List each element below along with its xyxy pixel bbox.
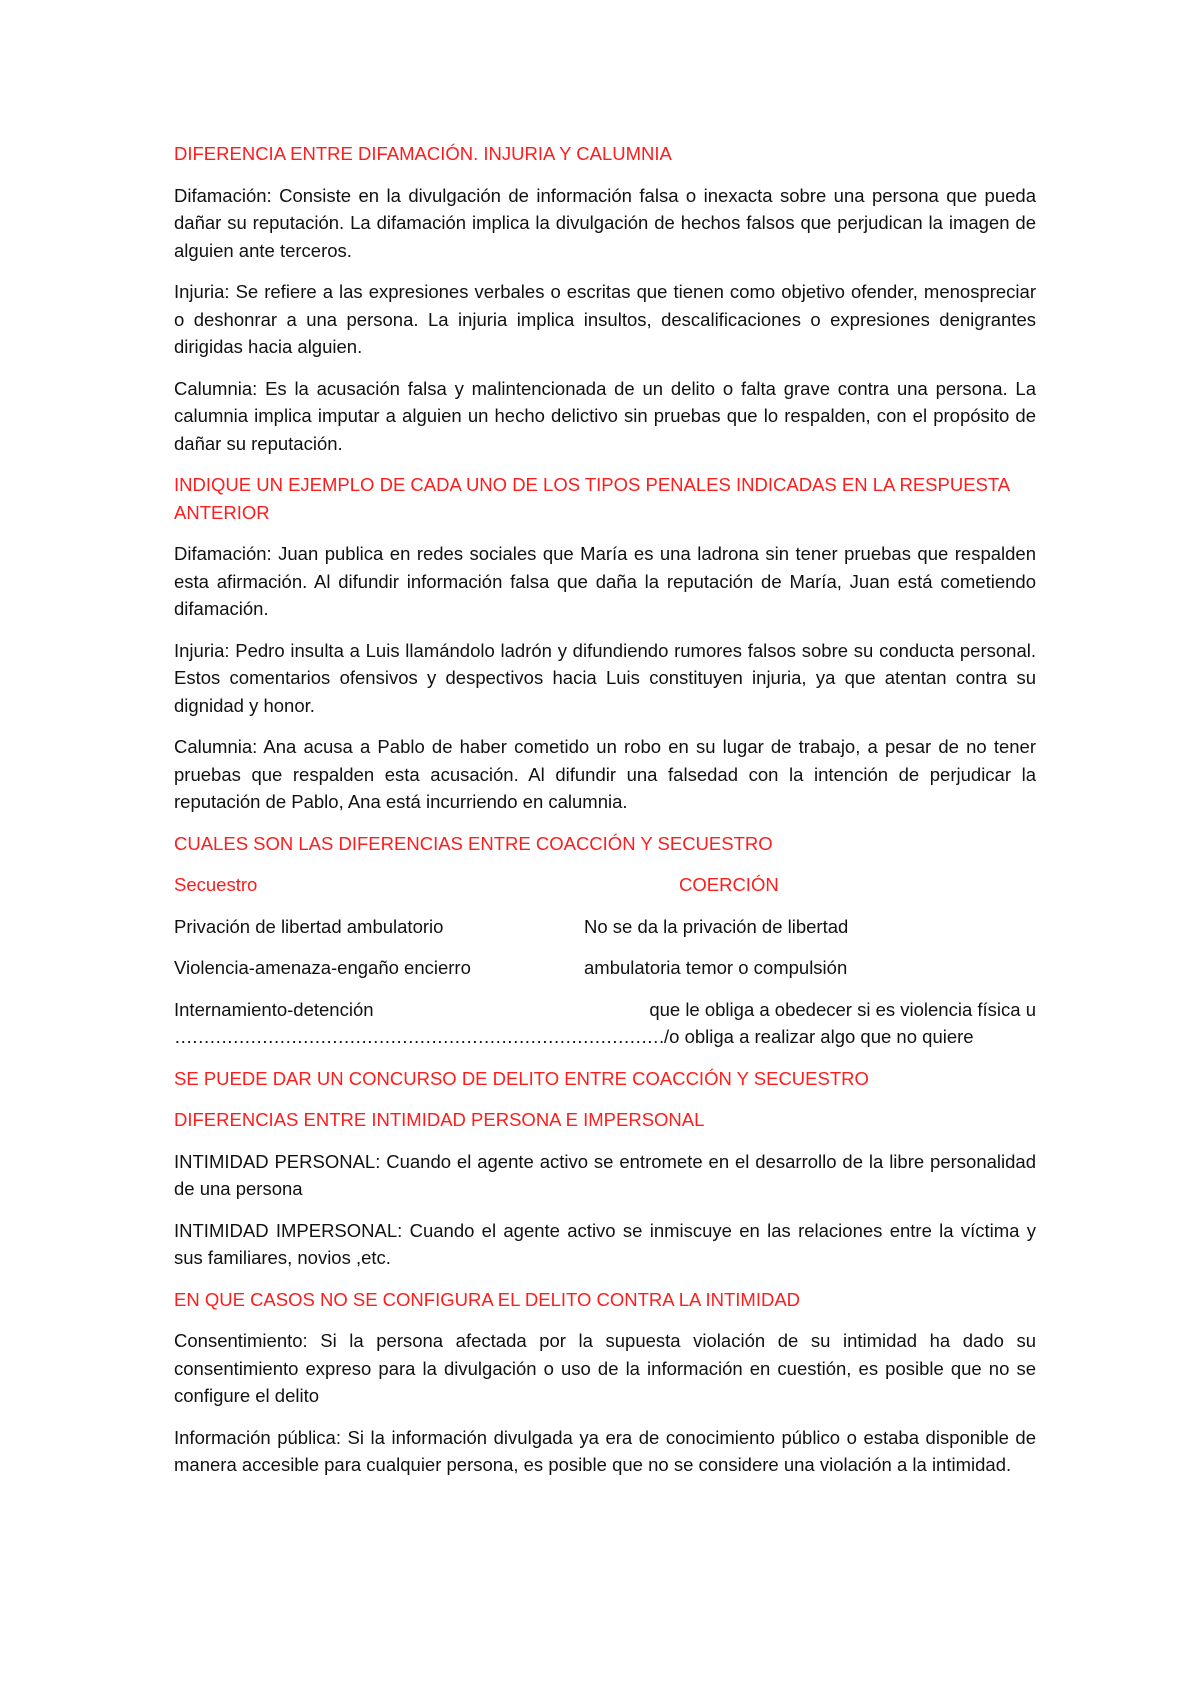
section-heading-concurso: SE PUEDE DAR UN CONCURSO DE DELITO ENTRE COACCIÓN Y SECUESTRO [174,1067,869,1089]
paragraph-intimidad-impersonal: INTIMIDAD IMPERSONAL: Cuando el agente activo se inmiscuye en las relaciones entre la víctima y sus familiares, novios ,etc. [174,1219,1036,1268]
comparison-cell-left: Violencia-amenaza-engaño encierro [174,957,471,978]
paragraph-informacion-publica: Información pública: Si la información divulgada ya era de conocimiento público o estaba disponible de manera accesible para cualquier persona, es posible que no se considere una violación a la intimidad. [174,1426,1036,1475]
comparison-row-wrapped [174,996,1036,1051]
paragraph-injuria: Injuria: Se refiere a las expresiones verbales o escritas que tienen como objetivo ofender, menospreciar o deshonrar a una persona. La injuria implica insultos, descalificaciones o expresiones denigrantes dirigidas hacia alguien. [174,281,1036,357]
paragraph-ejemplo-injuria: Injuria: Pedro insulta a Luis llamándolo ladrón y difundiendo rumores falsos sobre su conducta personal. Estos comentarios ofensivos y despectivos hacia Luis constituyen injuria, ya que atentan contra su dignidad y honor. [174,639,1036,716]
paragraph-ejemplo-calumnia: Calumnia: Ana acusa a Pablo de haber cometido un robo en su lugar de trabajo, a pesar de no tener pruebas que respalden esta acusación. Al difundir una falsedad con la intención de perjudicar la reputación de Pablo, Ana está incurriendo en calumnia. [174,736,1036,812]
comparison-row-line [174,996,1036,1024]
comparison-cell-right: ambulatoria temor o compulsión [584,957,848,978]
document-page [174,140,1036,1493]
section-heading-intimidad: DIFERENCIAS ENTRE INTIMIDAD PERSONA E IMPERSONAL [174,1109,705,1130]
section-heading-difamacion: DIFERENCIA ENTRE DIFAMACIÓN. INJURIA Y CALUMNIA [174,143,672,164]
comparison-row [174,954,1036,982]
header-secuestro: Secuestro [174,874,258,895]
comparison-cell-left: Privación de libertad ambulatorio [174,915,444,937]
comparison-header-row [174,871,1036,899]
comparison-cell-right: No se da la privación de libertad [584,915,849,937]
paragraph-ejemplo-difamacion: Difamación: Juan publica en redes sociales que María es una ladrona sin tener pruebas que respalden esta afirmación. Al difundir información falsa que daña la reputación de María, Juan está cometiendo difamación. [174,543,1036,619]
section-heading-ejemplos: INDIQUE UN EJEMPLO DE CADA UNO DE LOS TIPOS PENALES INDICADAS EN LA RESPUESTA ANTERIOR [174,474,1010,523]
section-heading-casos: EN QUE CASOS NO SE CONFIGURA EL DELITO CONTRA LA INTIMIDAD [174,1288,801,1310]
header-coercion: COERCIÓN [679,874,779,895]
comparison-cell-left: Internamiento-detención [174,998,374,1020]
comparison-cell-right: que le obliga a obedecer si es violencia física u [649,998,1036,1020]
comparison-row-line-continued [174,1023,1036,1051]
section-heading-coaccion-secuestro: CUALES SON LAS DIFERENCIAS ENTRE COACCIÓN Y SECUESTRO [174,832,773,854]
comparison-cell-right-continued: /o obliga a realizar algo que no quiere [664,1026,974,1047]
paragraph-consentimiento: Consentimiento: Si la persona afectada por la supuesta violación de su intimidad ha dado su consentimiento expreso para la divulgación o uso de la información en cuestión, es posible que no se configure el delito [174,1330,1036,1406]
comparison-row [174,913,1036,941]
paragraph-difamacion: Difamación: Consiste en la divulgación de información falsa o inexacta sobre una persona que pueda dañar su reputación. La difamación implica la divulgación de hechos falsos que perjudican la imagen de alguien ante terceros. [174,184,1036,261]
dotted-leader: ………………………………………………………………………… [174,1026,664,1047]
paragraph-intimidad-personal: INTIMIDAD PERSONAL: Cuando el agente activo se entromete en el desarrollo de la libre personalidad de una persona [174,1150,1036,1199]
paragraph-calumnia: Calumnia: Es la acusación falsa y malintencionada de un delito o falta grave contra una persona. La calumnia implica imputar a alguien un hecho delictivo sin pruebas que lo respalden, con el propósito de dañar su reputación. [174,377,1036,454]
